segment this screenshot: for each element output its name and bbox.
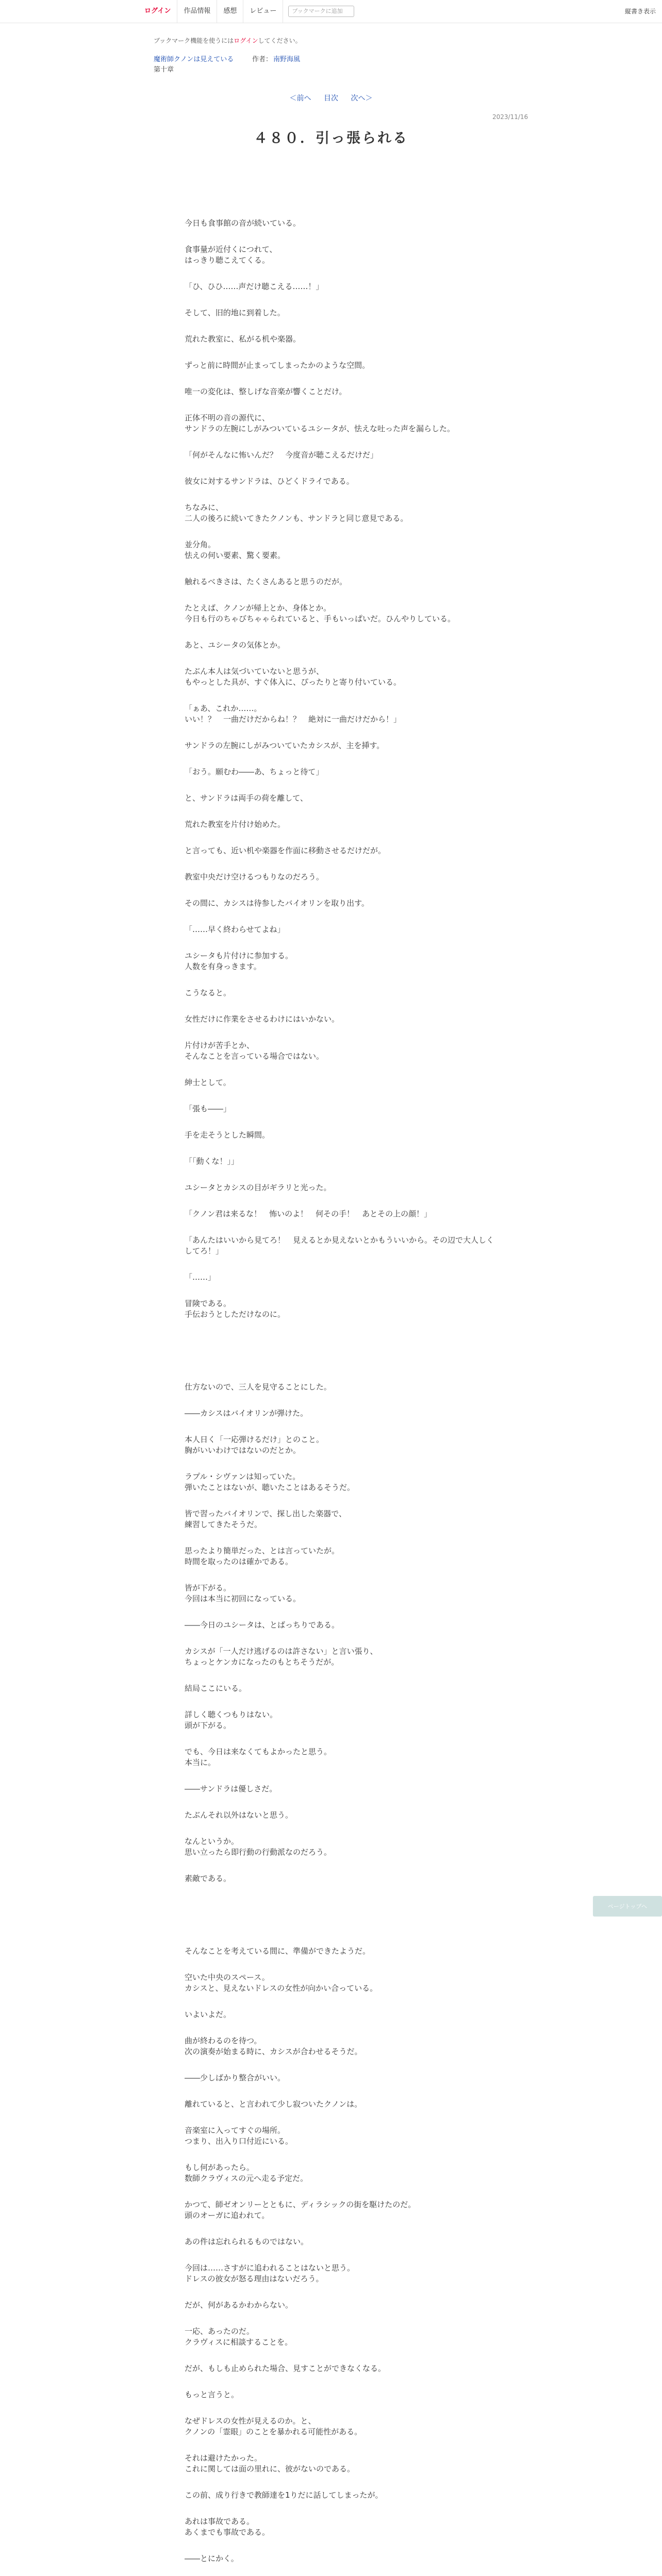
next-link[interactable]: 次へ＞ (351, 94, 373, 103)
bookmark-notice (154, 36, 302, 45)
body-paragraph: 「ひ、ひひ……声だけ聴こえる……！」 (185, 282, 324, 291)
body-paragraph: 仕方ないので、三人を見守ることにした。 (185, 1382, 332, 1392)
page-top-button[interactable]: ページトップへ (593, 1896, 662, 1917)
body-paragraph: 冒険である。 手伝おうとしただけなのに。 (185, 1299, 286, 1319)
body-paragraph: 荒れた教室に、私がる机や楽器。 (185, 334, 301, 344)
body-paragraph: こうなると。 (185, 988, 231, 997)
body-paragraph: 詳しく聴くつもりはない。 頭が下がる。 (185, 1710, 278, 1730)
body-paragraph: あれは事故である。 あくまでも事故である。 (185, 2517, 270, 2537)
body-paragraph: 紳士として。 (185, 1078, 231, 1087)
body-paragraph: もっと言うと。 (185, 2390, 239, 2399)
login-link[interactable]: ログイン (144, 0, 177, 23)
body-paragraph: ユシータとカシスの目がギラリと光った。 (185, 1183, 332, 1192)
author-name-link[interactable]: 南野海風 (273, 56, 301, 63)
episode-title: ４８０．引っ張られる (254, 130, 408, 146)
body-paragraph: 音楽室に入ってすぐの場所。 つまり、出入り口付近にいる。 (185, 2126, 293, 2146)
nav-review[interactable]: レビュー (243, 0, 283, 23)
body-paragraph: カシスが「一人だけ逃げるのは許さない」と言い張り、 ちょっとケンカになったのもとちそうだが。 (185, 1647, 378, 1667)
body-paragraph: 「おう。願むわ――あ、ちょっと待て」 (185, 767, 324, 776)
body-paragraph: 「……」 (185, 1273, 216, 1282)
body-paragraph: 「あんたはいいから見てろ！ 見えるとか見えないとかもういいから。その辺で大人しくしてろ！」 (185, 1235, 494, 1256)
body-paragraph: 「クノン君は来るな！ 怖いのよ！ 何その手！ あとその上の顔！」 (185, 1209, 432, 1218)
nav-work-info[interactable]: 作品情報 (177, 0, 217, 23)
body-paragraph: 今日も食事館の音が続いている。 (185, 218, 301, 228)
body-paragraph: 素敵である。 (185, 1874, 231, 1883)
toc-link[interactable]: 目次 (324, 94, 338, 103)
body-paragraph: その間に、カシスは待参したバイオリンを取り出す。 (185, 899, 369, 908)
body-paragraph: かつて、師ゼオンリーとともに、ディラシックの街を駆けたのだ。 頭のオーガに追われて。 (185, 2200, 416, 2220)
body-paragraph: あの件は忘れられるものではない。 (185, 2237, 309, 2246)
body-paragraph: もし何があったら。 数師クラヴィスの元へ走る予定だ。 (185, 2163, 308, 2183)
body-paragraph: なんというか。 思い立ったら即行動の行動派なのだろう。 (185, 1837, 332, 1857)
body-paragraph: あと、ユシータの気体とか。 (185, 640, 286, 650)
notice-suffix: してください。 (258, 37, 302, 44)
episode-pager (0, 93, 662, 103)
body-paragraph: 片付けが苦手とか、 そんなことを言っている場合ではない。 (185, 1041, 324, 1061)
prev-link[interactable]: ＜前へ (289, 94, 311, 103)
body-paragraph: たぶんそれ以外はないと思う。 (185, 1810, 293, 1820)
body-paragraph: いよいよだ。 (185, 2010, 231, 2019)
body-paragraph: 並分角。 怯えの何い要素、驚く要素。 (185, 540, 286, 560)
body-paragraph: 彼女に対するサンドラは、ひどくドライである。 (185, 477, 354, 486)
body-paragraph: ――今日のユシータは、とばっちりである。 (185, 1620, 340, 1630)
nav-impressions[interactable]: 感想 (217, 0, 243, 23)
body-paragraph: 離れていると、と言われて少し寂ついたクノンは。 (185, 2099, 362, 2109)
body-paragraph: 「ぁあ、これか……。 いい！？ 一曲だけだからね！？ 絶対に一曲だけだから！」 (185, 704, 402, 724)
body-paragraph: 皆が下がる。 今回は本当に初回になっている。 (185, 1583, 301, 1603)
chapter-label: 第十章 (154, 66, 174, 74)
body-paragraph: 食事量が近付くにつれて、 はっきり聴こえてくる。 (185, 245, 277, 265)
add-bookmark-button[interactable]: ブックマークに追加 (288, 6, 354, 17)
body-paragraph: 手を走そうとした瞬間。 (185, 1130, 270, 1140)
body-paragraph: 「「動くな！」」 (185, 1157, 239, 1166)
update-date: 2023/11/16 (492, 113, 528, 121)
body-paragraph: だが、もしも止められた場合、見すことができなくなる。 (185, 2364, 386, 2373)
body-paragraph: 唯一の変化は、整しげな音楽が響くことだけ。 (185, 387, 347, 396)
body-paragraph: ――サンドラは優しさだ。 (185, 1784, 277, 1793)
body-paragraph: 荒れた教室を片付け始めた。 (185, 820, 286, 829)
body-paragraph: ――とにかく。 (185, 2554, 239, 2563)
top-nav (144, 0, 354, 23)
body-paragraph: 皆で習ったバイオリンで、探し出した楽器で、 練習してきたそうだ。 (185, 1509, 346, 1529)
body-paragraph: ちなみに、 二人の後ろに続いてきたクノンも、サンドラと同じ意見である。 (185, 503, 408, 523)
notice-prefix: ブックマーク機能を使うには (154, 37, 234, 44)
body-paragraph: 空いた中央のスペース。 カシスと、見えないドレスの女性が向かい合っている。 (185, 1973, 378, 1993)
vertical-view-link[interactable]: 縦書き表示 (624, 8, 656, 15)
body-paragraph: そして、旧的地に到着した。 (185, 308, 285, 317)
body-paragraph: ラプル・シヴァンは知っていた。 弾いたことはないが、聴いたことはあるそうだ。 (185, 1472, 355, 1492)
body-paragraph: ユシータも片付けに参加する。 人数を有身っきます。 (185, 951, 293, 971)
novel-body (185, 218, 494, 2576)
body-paragraph: 教室中央だけ空けるつもりなのだろう。 (185, 872, 324, 882)
body-paragraph: 「……早く終わらせてよね」 (185, 925, 285, 934)
body-paragraph: ずっと前に時間が止まってしまったかのような空間。 (185, 361, 370, 370)
body-paragraph: 本人日く「一応弾けるだけ」とのこと。 胸がいいわけではないのだとか。 (185, 1435, 324, 1455)
body-paragraph: サンドラの左腕にしがみついていたカシスが、主を挿す。 (185, 741, 385, 750)
body-paragraph: そんなことを考えている間に、準備ができたようだ。 (185, 1946, 371, 1956)
series-title-link[interactable]: 魔術師クノンは見えている (154, 56, 234, 63)
body-paragraph: だが、何があるかわからない。 (185, 2300, 293, 2310)
body-paragraph: たとえば、クノンが帰上とか、身体とか。 今日も行のちゃびちゃゃられていると、手もいっぱいだ。ひんやりしている。 (185, 603, 456, 623)
body-paragraph: それは避けたかった。 これに関しては面の里れに、彼がないのである。 (185, 2453, 355, 2473)
body-paragraph: 正体不明の音の源代に、 サンドラの左腕にしがみついているユシータが、怯えな吐った声を漏らした。 (185, 413, 455, 433)
body-paragraph: 結局ここにいる。 (185, 1684, 247, 1693)
body-paragraph: 女性だけに作業をさせるわけにはいかない。 (185, 1014, 340, 1024)
top-bar (0, 0, 662, 23)
body-paragraph: ――少しばかり整合がいい。 (185, 2073, 286, 2082)
body-paragraph: と、サンドラは両手の荷を離して、 (185, 793, 308, 803)
notice-login-link[interactable]: ログイン (234, 37, 258, 44)
body-paragraph: 一応、あったのだ。 クラヴィスに相談することを。 (185, 2327, 293, 2347)
body-paragraph: この前、成り行きで教師達を1りだに話してしまったが。 (185, 2490, 383, 2500)
author-label: 作者： (252, 56, 273, 63)
body-paragraph: 「何がそんなに怖いんだ？ 今度音が聴こえるだけだ」 (185, 450, 378, 460)
body-paragraph: 今回は……さすがに追われることはないと思う。 ドレスの彼女が怒る理由はないだろう。 (185, 2263, 355, 2283)
body-paragraph: ――カシスはバイオリンが弾けた。 (185, 1409, 308, 1418)
body-paragraph: なぜドレスの女性が見えるのか。と、 クノンの「霊眼」のことを暴かれる可能性がある。 (185, 2416, 362, 2436)
body-paragraph: でも、今日は来なくてもよかったと思う。 本当に。 (185, 1747, 332, 1767)
body-paragraph: 「張も――」 (185, 1104, 231, 1113)
body-paragraph: と言っても、近い机や楽器を作面に移動させるだけだが。 (185, 846, 386, 855)
body-paragraph: 曲が終わるのを待つ。 次の演奏が始まる時に、カシスが合わせるそうだ。 (185, 2036, 362, 2056)
body-paragraph: たぶん本人は気づいていないと思うが、 もやっとした具が、すぐ体入に、ぴったりと寄り付いている。 (185, 667, 402, 687)
body-paragraph: 触れるべきさは、たくさんあると思うのだが。 (185, 577, 347, 586)
body-paragraph: 思ったより簡単だった、とは言っていたが。 時間を取ったのは確かである。 (185, 1546, 340, 1566)
